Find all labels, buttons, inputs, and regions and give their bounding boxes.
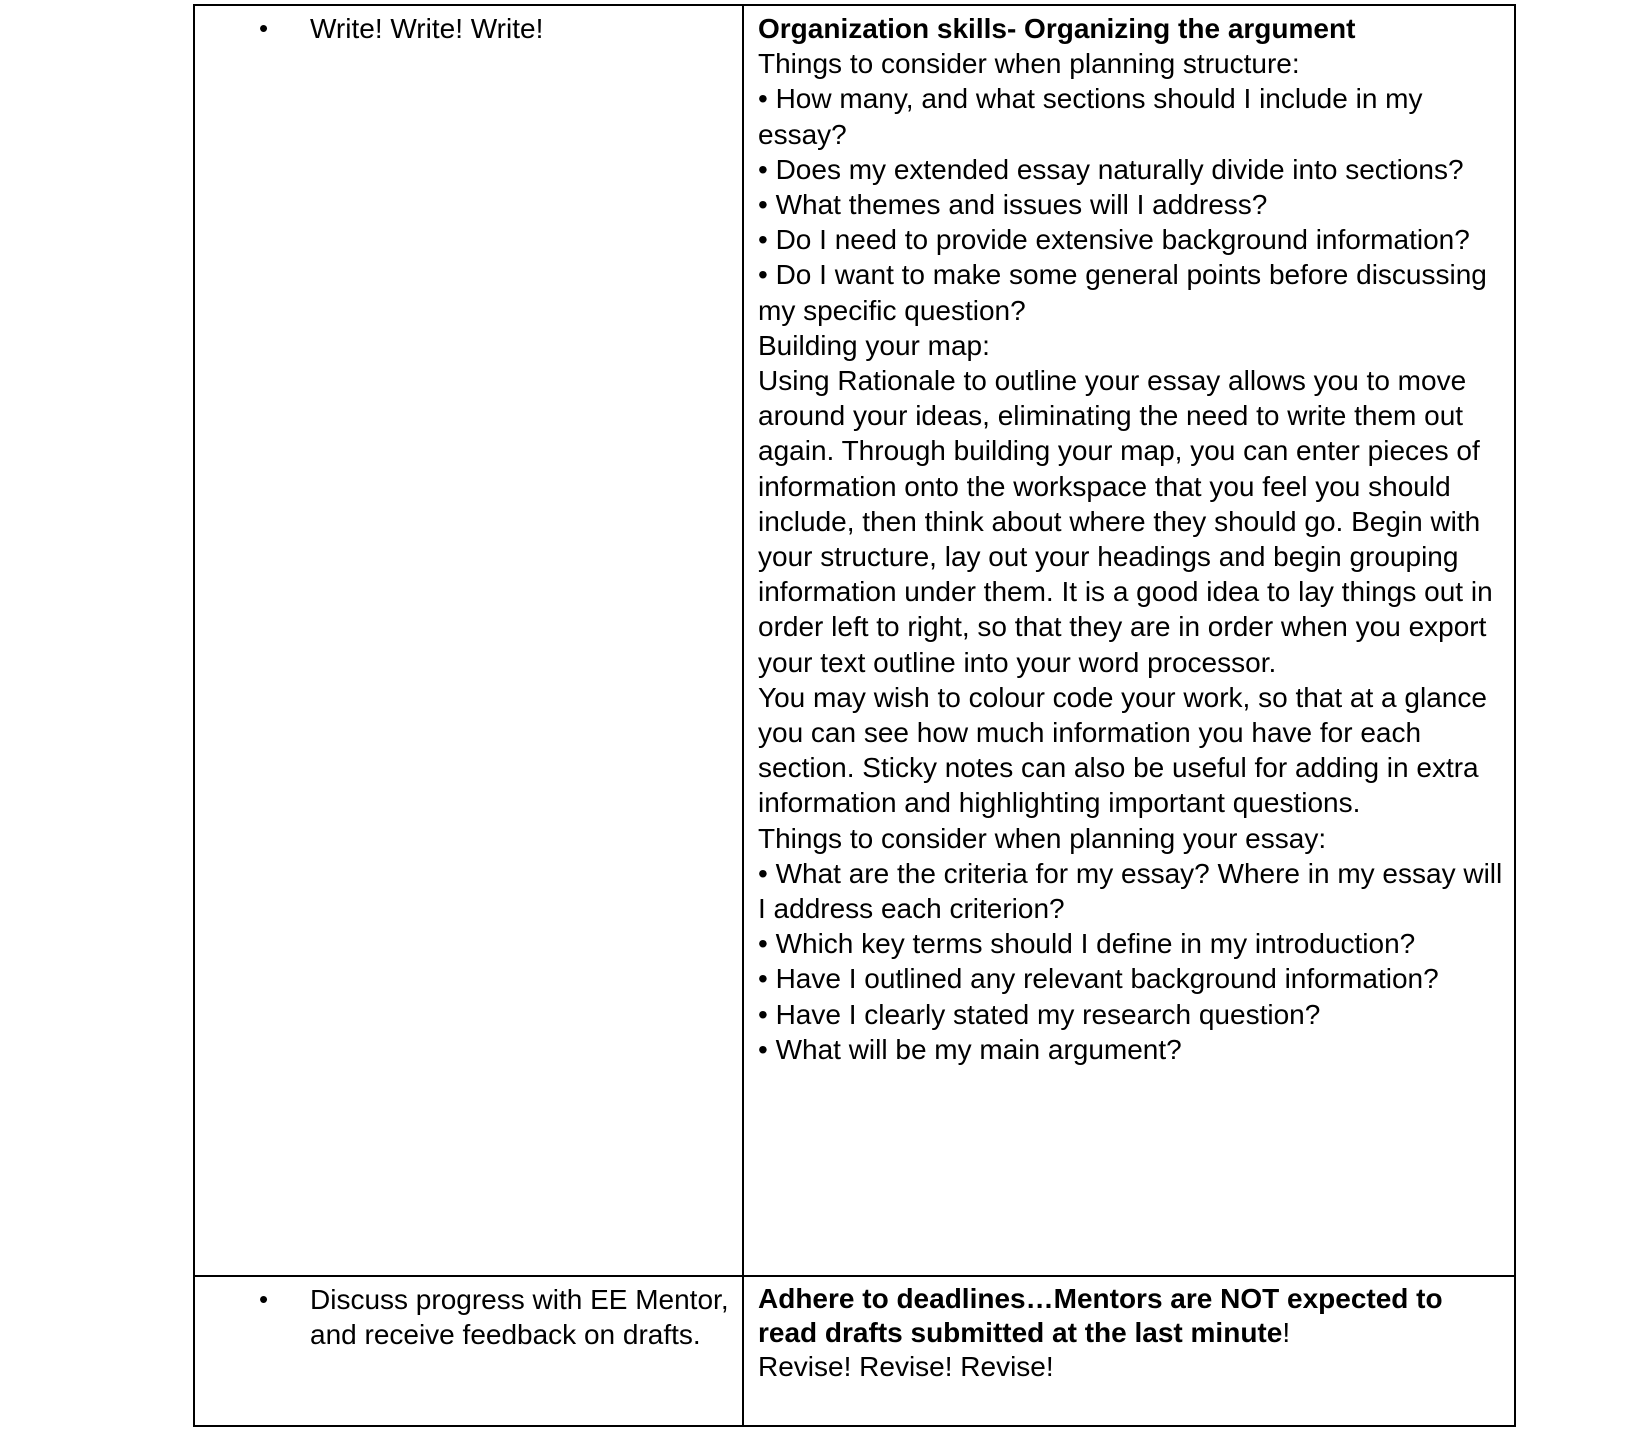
deadline-heading-end: ! [1282, 1317, 1291, 1348]
task-text: Write! Write! Write! [310, 13, 544, 44]
guidance-line: Revise! Revise! Revise! [758, 1351, 1054, 1382]
guidance-line: • Have I clearly stated my research question? [758, 998, 1321, 1030]
task-cell [194, 5, 743, 1276]
guidance-line: • What themes and issues will I address? [758, 189, 1268, 221]
bullet-icon: • [259, 1284, 269, 1314]
guidance-line: • How many, and what sections should I include in my essay? [758, 83, 1423, 150]
deadline-notice [758, 1282, 1504, 1350]
guidance-cell [743, 1276, 1515, 1426]
guidance-paragraph: Using Rationale to outline your essay allows you to move around your ideas, eliminating the need to write them out again. Through building your map, you can enter pieces of information onto the workspace that you feel you should include, then think about where they should go. Begin with your structure, lay out your headings and begin grouping information under them. It is a good idea to lay things out in order left to right, so that they are in order when you export your text outline into your word processor. [758, 365, 1493, 678]
guidance-line: Building your map: [758, 329, 990, 361]
guidance-line: • What will be my main argument? [758, 1033, 1182, 1065]
table-row [194, 5, 1515, 1276]
guidance-line: • Do I want to make some general points before discussing my specific question? [758, 259, 1487, 326]
guidance-cell [743, 5, 1515, 1276]
guidance-line: • Do I need to provide extensive background information? [758, 224, 1470, 256]
guidance-line: • What are the criteria for my essay? Where in my essay will I address each criterion? [758, 857, 1503, 925]
planning-table [193, 4, 1516, 1427]
deadline-heading: Adhere to deadlines…Mentors are NOT expected to read drafts submitted at the last minute [758, 1283, 1443, 1348]
task-cell [194, 1276, 743, 1426]
guidance-line: • Does my extended essay naturally divide into sections? [758, 153, 1464, 185]
section-heading: Organization skills- Organizing the argument [758, 13, 1356, 44]
guidance-line: Things to consider when planning your essay: [758, 822, 1327, 854]
table-row [194, 1276, 1515, 1426]
guidance-line: • Have I outlined any relevant background information? [758, 963, 1439, 995]
guidance-line: • Which key terms should I define in my introduction? [758, 928, 1416, 960]
bullet-icon: • [259, 13, 269, 43]
guidance-line: Things to consider when planning structure: [758, 48, 1300, 80]
task-text: Discuss progress with EE Mentor, and receive feedback on drafts. [310, 1284, 729, 1350]
guidance-paragraph: You may wish to colour code your work, so that at a glance you can see how much information you have for each section. Sticky notes can also be useful for adding in extra information and highlighting important questions. [758, 681, 1487, 819]
